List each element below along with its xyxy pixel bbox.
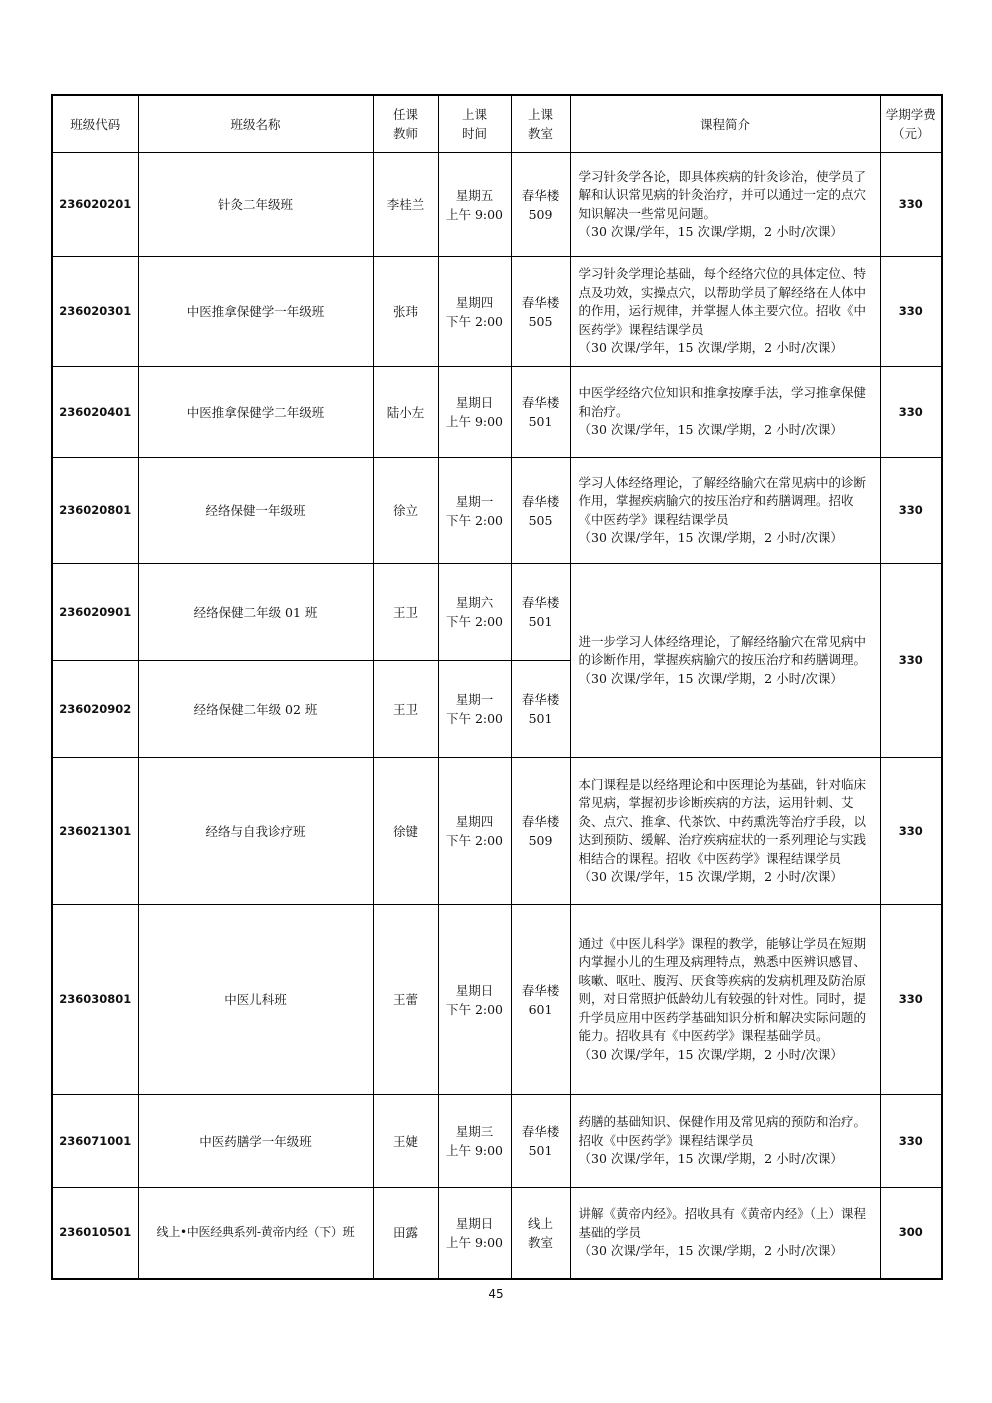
teacher: 陆小左 (373, 367, 438, 458)
classroom: 春华楼 501 (511, 367, 570, 458)
course-description: 讲解《黄帝内经》。招收具有《黄帝内经》（上）课程基础的学员 （30 次课/学年，15 次课/学期，2 小时/次课） (570, 1188, 880, 1279)
class-code: 236020201 (52, 153, 138, 257)
header-row (52, 95, 942, 153)
table-row (52, 257, 942, 367)
classroom: 春华楼 501 (511, 661, 570, 758)
teacher: 张玮 (373, 257, 438, 367)
class-time: 星期日 上午 9:00 (438, 367, 511, 458)
class-name: 针灸二年级班 (138, 153, 373, 257)
header-desc: 课程简介 (570, 95, 880, 153)
teacher: 王卫 (373, 564, 438, 661)
class-code: 236020401 (52, 367, 138, 458)
course-description: 学习针灸学理论基础，每个经络穴位的具体定位、特点及功效，实操点穴，以帮助学员了解经络在人体中的作用，运行规律，并掌握人体主要穴位。招收《中医药学》课程结课学员 （30 次课/学年，15 次课/学期，2 小时/次课） (570, 257, 880, 367)
course-description: 通过《中医儿科学》课程的教学，能够让学员在短期内掌握小儿的生理及病理特点，熟悉中医辨识感冒、咳嗽、呕吐、腹泻、厌食等疾病的发病机理及防治原则，对日常照护低龄幼儿有较强的针对性。同时，提升学员应用中医药学基础知识分析和解决实际问题的能力。招收具有《中医药学》课程基础学员。 （30 次课/学年，15 次课/学期，2 小时/次课） (570, 905, 880, 1095)
class-code: 236030801 (52, 905, 138, 1095)
table-row (52, 1095, 942, 1188)
teacher: 徐键 (373, 758, 438, 905)
class-name: 经络保健一年级班 (138, 458, 373, 564)
table-row (52, 1188, 942, 1279)
class-code: 236020902 (52, 661, 138, 758)
tuition-fee: 330 (880, 758, 942, 905)
class-time: 星期六 下午 2:00 (438, 564, 511, 661)
class-code: 236021301 (52, 758, 138, 905)
class-code: 236071001 (52, 1095, 138, 1188)
class-name: 线上•中医经典系列-黄帝内经（下）班 (138, 1188, 373, 1279)
classroom: 春华楼 601 (511, 905, 570, 1095)
tuition-fee: 330 (880, 257, 942, 367)
class-name: 中医推拿保健学一年级班 (138, 257, 373, 367)
classroom: 春华楼 509 (511, 758, 570, 905)
tuition-fee: 330 (880, 153, 942, 257)
tuition-fee: 330 (880, 1095, 942, 1188)
teacher: 徐立 (373, 458, 438, 564)
teacher: 王卫 (373, 661, 438, 758)
course-table (51, 94, 943, 1280)
class-name: 经络保健二年级 01 班 (138, 564, 373, 661)
classroom: 春华楼 509 (511, 153, 570, 257)
table-row (52, 367, 942, 458)
class-time: 星期日 下午 2:00 (438, 905, 511, 1095)
class-name: 中医推拿保健学二年级班 (138, 367, 373, 458)
classroom: 春华楼 501 (511, 564, 570, 661)
class-name: 经络保健二年级 02 班 (138, 661, 373, 758)
tuition-fee: 330 (880, 458, 942, 564)
class-name: 经络与自我诊疗班 (138, 758, 373, 905)
teacher: 王婕 (373, 1095, 438, 1188)
class-name: 中医儿科班 (138, 905, 373, 1095)
table-row (52, 758, 942, 905)
header-time: 上课 时间 (438, 95, 511, 153)
table-row (52, 153, 942, 257)
classroom: 春华楼 505 (511, 257, 570, 367)
teacher: 田露 (373, 1188, 438, 1279)
course-description: 中医学经络穴位知识和推拿按摩手法，学习推拿保健和治疗。 （30 次课/学年，15 次课/学期，2 小时/次课） (570, 367, 880, 458)
header-code: 班级代码 (52, 95, 138, 153)
tuition-fee: 300 (880, 1188, 942, 1279)
page-number: 45 (488, 1287, 504, 1301)
header-room: 上课 教室 (511, 95, 570, 153)
class-name: 中医药膳学一年级班 (138, 1095, 373, 1188)
class-code: 236020301 (52, 257, 138, 367)
classroom: 春华楼 505 (511, 458, 570, 564)
course-description: 学习人体经络理论，了解经络腧穴在常见病中的诊断作用，掌握疾病腧穴的按压治疗和药膳调理。招收《中医药学》课程结课学员 （30 次课/学年，15 次课/学期，2 小时/次课） (570, 458, 880, 564)
course-description: 进一步学习人体经络理论，了解经络腧穴在常见病中的诊断作用，掌握疾病腧穴的按压治疗和药膳调理。 （30 次课/学年，15 次课/学期，2 小时/次课） (570, 564, 880, 758)
class-time: 星期日 上午 9:00 (438, 1188, 511, 1279)
class-time: 星期三 上午 9:00 (438, 1095, 511, 1188)
class-code: 236010501 (52, 1188, 138, 1279)
header-teacher: 任课 教师 (373, 95, 438, 153)
teacher: 李桂兰 (373, 153, 438, 257)
tuition-fee: 330 (880, 564, 942, 758)
class-time: 星期四 下午 2:00 (438, 758, 511, 905)
teacher: 王蕾 (373, 905, 438, 1095)
class-time: 星期一 下午 2:00 (438, 458, 511, 564)
course-description: 药膳的基础知识、保健作用及常见病的预防和治疗。招收《中医药学》课程结课学员 （30 次课/学年，15 次课/学期，2 小时/次课） (570, 1095, 880, 1188)
class-code: 236020901 (52, 564, 138, 661)
classroom: 春华楼 501 (511, 1095, 570, 1188)
tuition-fee: 330 (880, 905, 942, 1095)
course-description: 学习针灸学各论，即具体疾病的针灸诊治，使学员了解和认识常见病的针灸治疗，并可以通过一定的点穴知识解决一些常见问题。 （30 次课/学年，15 次课/学期，2 小时/次课） (570, 153, 880, 257)
table-row (52, 564, 942, 661)
header-name: 班级名称 (138, 95, 373, 153)
class-time: 星期一 下午 2:00 (438, 661, 511, 758)
tuition-fee: 330 (880, 367, 942, 458)
table-row (52, 905, 942, 1095)
class-code: 236020801 (52, 458, 138, 564)
class-time: 星期五 上午 9:00 (438, 153, 511, 257)
classroom: 线上 教室 (511, 1188, 570, 1279)
class-time: 星期四 下午 2:00 (438, 257, 511, 367)
header-fee: 学期学费 （元） (880, 95, 942, 153)
course-description: 本门课程是以经络理论和中医理论为基础，针对临床常见病，掌握初步诊断疾病的方法，运用针刺、艾灸、点穴、推拿、代茶饮、中药熏洗等治疗手段，以达到预防、缓解、治疗疾病症状的一系列理论与实践相结合的课程。招收《中医药学》课程结课学员 （30 次课/学年，15 次课/学期，2 小时/次课） (570, 758, 880, 905)
table-row (52, 458, 942, 564)
